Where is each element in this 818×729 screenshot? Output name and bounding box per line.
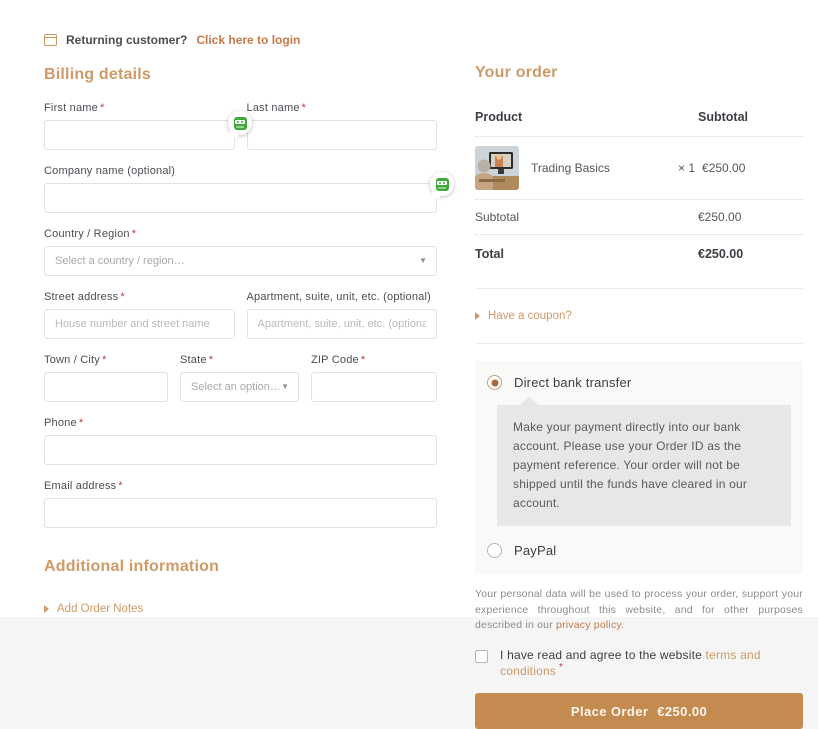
required-asterisk: * <box>208 354 214 366</box>
terms-checkbox[interactable] <box>475 650 488 663</box>
roboform-extension-icon[interactable] <box>228 111 252 135</box>
apartment-label: Apartment, suite, unit, etc. (optional) <box>246 291 431 303</box>
street-label: Street address * <box>44 291 125 303</box>
street-input[interactable] <box>44 309 235 339</box>
triangle-right-icon <box>44 605 49 613</box>
zip-input[interactable] <box>311 372 437 402</box>
have-coupon-link[interactable] <box>475 306 803 326</box>
country-select-value: Select a country / region… <box>55 255 185 267</box>
bank-transfer-description-text: Make your payment directly into our bank account. Please use your Order ID as the payment reference. Your order will not be shipped until the funds have cleared in our account. <box>513 420 748 510</box>
bank-transfer-description <box>497 405 791 526</box>
terms-text: I have read and agree to the website terms and conditions * <box>500 648 761 679</box>
company-input[interactable] <box>44 183 437 213</box>
terms-and-conditions-link[interactable]: terms and conditions <box>500 648 761 679</box>
returning-customer-text: Returning customer? <box>66 33 188 47</box>
privacy-policy-link[interactable]: privacy policy <box>556 619 622 632</box>
address-row <box>44 291 437 354</box>
state-select[interactable] <box>180 372 299 402</box>
subtotal-header: Subtotal <box>698 110 748 124</box>
total-label: Total <box>475 247 504 261</box>
roboform-extension-icon[interactable] <box>430 172 454 196</box>
privacy-notice: Your personal data will be used to process your order, support your experience throughout this website, and for other purposes described in our privacy policy. <box>475 587 803 632</box>
radio-selected-icon[interactable] <box>487 375 502 390</box>
additional-information-heading: Additional information <box>44 558 220 575</box>
first-name-input[interactable] <box>44 120 235 150</box>
login-link[interactable]: Click here to login <box>196 33 301 47</box>
email-label: Email address * <box>44 480 123 492</box>
required-asterisk: * <box>78 417 84 429</box>
product-header: Product <box>475 110 523 124</box>
order-item-row <box>475 137 803 200</box>
phone-label: Phone * <box>44 417 84 429</box>
country-label: Country / Region * <box>44 228 137 240</box>
place-order-button[interactable] <box>475 693 803 729</box>
divider <box>475 343 803 344</box>
product-name: Trading Basics <box>531 161 610 175</box>
required-asterisk: * <box>120 291 125 303</box>
required-asterisk: * <box>118 480 123 492</box>
order-table-header <box>475 110 803 137</box>
product-quantity: × 1 <box>678 161 696 175</box>
subtotal-label: Subtotal <box>475 210 520 224</box>
returning-customer-notice <box>44 33 437 47</box>
product-thumbnail <box>475 146 519 190</box>
required-asterisk: * <box>301 102 307 114</box>
required-asterisk: * <box>99 102 105 114</box>
have-coupon-label: Have a coupon? <box>488 310 572 322</box>
window-icon <box>44 34 57 46</box>
country-select[interactable] <box>44 246 437 276</box>
city-label: Town / City * <box>44 354 107 366</box>
product-subtotal-cell <box>678 161 803 175</box>
order-column <box>475 64 803 729</box>
triangle-right-icon <box>475 312 480 320</box>
zip-label: ZIP Code * <box>311 354 366 366</box>
radio-unselected-icon[interactable] <box>487 543 502 558</box>
paypal-label: PayPal <box>514 542 557 558</box>
chevron-down-icon: ▼ <box>281 381 289 391</box>
state-select-value: Select an option… <box>191 381 281 393</box>
required-asterisk: * <box>131 228 137 240</box>
product-price: €250.00 <box>702 161 746 175</box>
robot-face-icon <box>436 178 449 191</box>
last-name-input[interactable] <box>247 120 438 150</box>
phone-input[interactable] <box>44 435 437 465</box>
bank-transfer-label: Direct bank transfer <box>514 375 632 390</box>
subtotal-value: €250.00 <box>698 210 742 224</box>
divider <box>475 288 803 289</box>
terms-row <box>475 648 803 678</box>
robot-face-icon <box>234 117 247 130</box>
first-name-label: First name * <box>44 102 105 114</box>
apartment-input[interactable] <box>247 309 438 339</box>
subtotal-row <box>475 200 803 235</box>
city-input[interactable] <box>44 372 168 402</box>
payment-methods-box <box>475 361 803 574</box>
email-input[interactable] <box>44 498 437 528</box>
state-label: State * <box>180 354 214 366</box>
required-asterisk: * <box>559 662 564 674</box>
city-state-zip-row <box>44 354 437 417</box>
billing-details-heading: Billing details <box>44 66 152 83</box>
total-value: €250.00 <box>698 247 744 261</box>
payment-method-bank-transfer[interactable] <box>487 375 791 390</box>
product-thumbnail-image <box>475 146 519 190</box>
add-order-notes-link[interactable] <box>44 603 437 615</box>
place-order-label: Place Order <box>570 703 649 719</box>
place-order-amount: €250.00 <box>657 703 708 719</box>
payment-method-paypal[interactable] <box>487 543 791 558</box>
chevron-down-icon: ▼ <box>419 255 427 265</box>
required-asterisk: * <box>360 354 366 366</box>
required-asterisk: * <box>102 354 107 366</box>
total-row <box>475 235 803 271</box>
last-name-label: Last name * <box>246 102 307 114</box>
your-order-heading: Your order <box>475 64 558 81</box>
add-order-notes-label: Add Order Notes <box>57 603 144 615</box>
company-label: Company name (optional) <box>44 165 176 177</box>
